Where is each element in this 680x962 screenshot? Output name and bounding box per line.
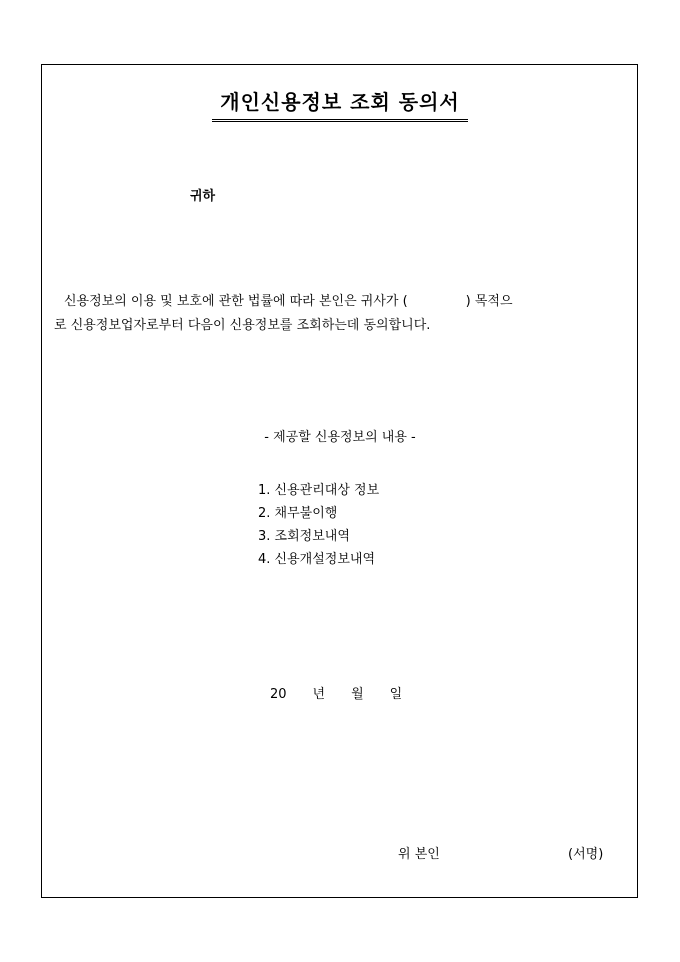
signer-label: 위 본인 — [398, 847, 440, 862]
date-day-label: 일 — [389, 687, 403, 702]
info-item: 2. 채무불이행 — [258, 506, 338, 521]
paragraph-line-1 — [54, 290, 626, 314]
date-year-prefix: 20 — [270, 687, 287, 702]
paragraph-line-1-before: 신용정보의 이용 및 보호에 관한 법률에 따라 본인은 귀사가 ( — [64, 294, 408, 309]
signature-label: (서명) — [568, 847, 604, 862]
date-month-label: 월 — [351, 687, 364, 702]
date-line — [270, 683, 402, 702]
document-title: 개인신용정보 조회 동의서 — [212, 86, 467, 122]
recipient-label: 귀하 — [190, 189, 216, 204]
info-item: 1. 신용관리대상 정보 — [258, 483, 380, 498]
paragraph-line-2: 로 신용정보업자로부터 다음이 신용정보를 조회하는데 동의합니다. — [54, 318, 431, 333]
title-container — [0, 86, 680, 122]
info-item: 3. 조회정보내역 — [258, 529, 350, 544]
paragraph-line-1-after: ) 목적으 — [465, 294, 513, 309]
date-year-label: 년 — [312, 687, 326, 702]
section-heading: - 제공할 신용정보의 내용 - — [264, 430, 416, 445]
info-item-list — [258, 479, 379, 571]
consent-paragraph — [54, 290, 626, 338]
info-item: 4. 신용개설정보내역 — [258, 552, 375, 567]
